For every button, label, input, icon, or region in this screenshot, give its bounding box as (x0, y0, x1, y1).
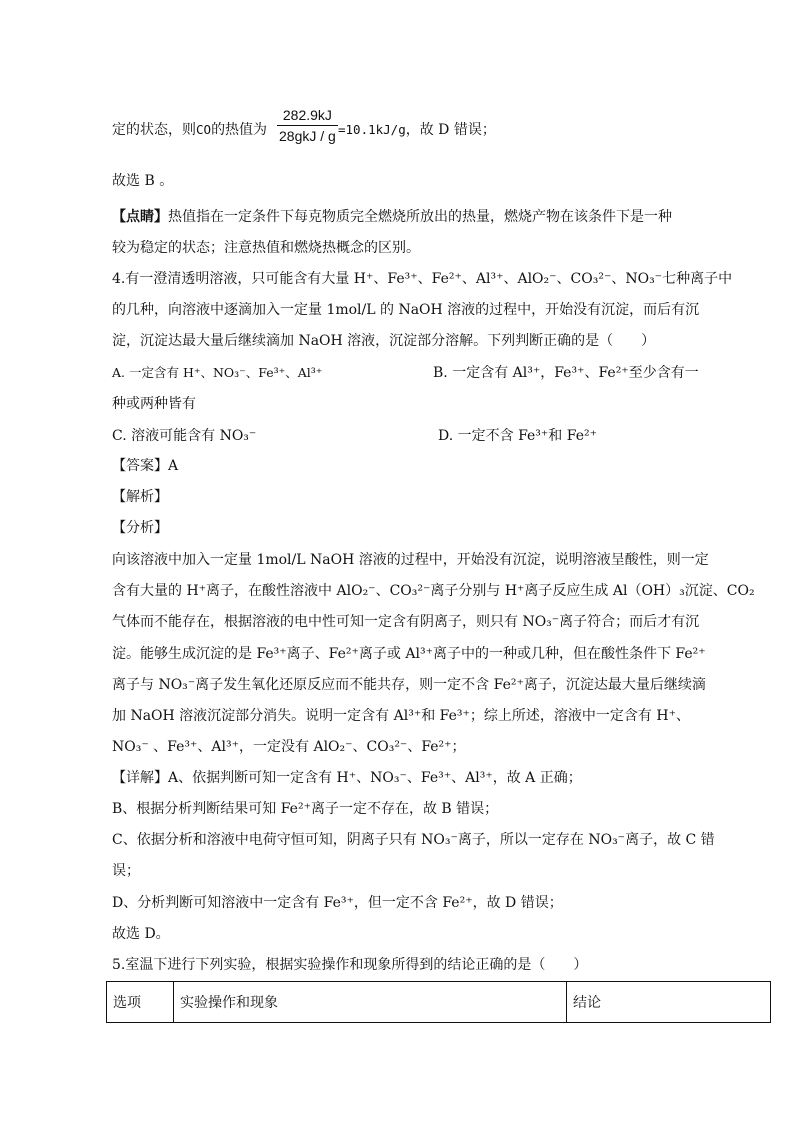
fraction-denominator: 28gkJ / g (279, 128, 336, 144)
point-text-1: 热值指在一定条件下每克物质完全燃烧所放出的热量，燃烧产物在该条件下是一种 (168, 209, 672, 225)
q4-option-d: D. 一定不含 Fe³⁺和 Fe²⁺ (438, 428, 597, 444)
q4-option-a: A. 一定含有 H⁺、NO₃⁻、Fe³⁺、Al³⁺ (112, 365, 323, 380)
q4-detail-3: C、依据分析和溶液中电荷守恒可知，阴离子只有 NO₃⁻离子，所以一定存在 NO₃⁻离子，故 C 错 (112, 832, 715, 848)
q4-option-b-2: 种或两种皆有 (112, 396, 196, 412)
q4-stem-3: 淀，沉淀达最大量后继续滴加 NaOH 溶液，沉淀部分溶解。下列判断正确的是（ ） (112, 333, 656, 349)
q4-detail-6: 故选 D。 (112, 926, 170, 942)
point-line-2: 较为稳定的状态；注意热值和燃烧热概念的区别。 (112, 240, 420, 256)
q4-detail-4: 误； (112, 863, 140, 879)
q4-analysis-tag: 【分析】 (112, 520, 168, 536)
q4-detail-1: 【详解】A、依据判断可知一定含有 H⁺、NO₃⁻、Fe³⁺、Al³⁺，故 A 正确； (112, 770, 582, 786)
intro-line (112, 120, 267, 140)
header-operation: 实验操作和现象 (174, 982, 567, 1023)
q4-analysis-4: 淀。能够生成沉淀的是 Fe³⁺离子、Fe²⁺离子或 Al³⁺离子中的一种或几种，但在酸性条件下 Fe²⁺ (112, 646, 706, 662)
q4-stem-2: 的几种，向溶液中逐滴加入一定量 1mol/L 的 NaOH 溶液的过程中，开始没有沉淀，而后有沉 (112, 302, 700, 318)
q4-analysis-1: 向该溶液中加入一定量 1mol/L NaOH 溶液的过程中，开始没有沉淀，说明溶液呈酸性，则一定 (112, 552, 709, 568)
intro-mid: 的热值为 (211, 122, 268, 138)
intro-suffix: ，故 D 错误； (405, 122, 496, 138)
q4-option-c: C. 溶液可能含有 NO₃⁻ (112, 428, 257, 444)
intro-prefix: 定的状态，则 (112, 122, 196, 138)
q4-stem-1: 4.有一澄清透明溶液，只可能含有大量 H⁺、Fe³⁺、Fe²⁺、Al³⁺、AlO₂⁻、CO₃²⁻、NO₃⁻七种离子中 (112, 271, 733, 287)
q4-detail-2: B、根据分析判断结果可知 Fe²⁺离子一定不存在，故 B 错误； (112, 801, 499, 817)
q4-option-b-1: B. 一定含有 Al³⁺，Fe³⁺、Fe²⁺至少含有一 (433, 365, 699, 381)
q4-analysis-2: 含有大量的 H⁺离子，在酸性溶液中 AlO₂⁻、CO₃²⁻离子分别与 H⁺离子反应生成 Al（OH）₃沉淀、CO₂ (112, 583, 755, 599)
header-conclusion: 结论 (567, 982, 771, 1023)
heat-value-fraction (277, 107, 338, 144)
q4-detail-5: D、分析判断可知溶液中一定含有 Fe³⁺，但一定不含 Fe²⁺，故 D 错误； (112, 895, 563, 911)
table-header-row (107, 982, 771, 1023)
q5-stem: 5.室温下进行下列实验，根据实验操作和现象所得到的结论正确的是（ ） (112, 957, 588, 973)
point-tag: 【点睛】 (112, 209, 168, 225)
intro-result-line (338, 120, 496, 140)
choose-b: 故选 B 。 (112, 173, 174, 189)
fraction-numerator: 282.9kJ (282, 107, 332, 123)
q5-table (106, 981, 771, 1023)
intro-result: =10.1kJ/g (338, 122, 406, 137)
intro-co: CO (196, 122, 212, 137)
q4-analysis-3: 气体而不能存在，根据溶液的电中性可知一定含有阴离子，则只有 NO₃⁻离子符合；而后才有沉 (112, 614, 700, 630)
q4-analysis-5: 离子与 NO₃⁻离子发生氧化还原反应而不能共存，则一定不含 Fe²⁺离子，沉淀达最大量后继续滴 (112, 677, 706, 693)
point-line-1 (112, 207, 672, 227)
q4-analysis-7: NO₃⁻ 、Fe³⁺、Al³⁺，一定没有 AlO₂⁻、CO₃²⁻、Fe²⁺； (112, 739, 466, 755)
q4-answer: 【答案】A (112, 458, 179, 474)
q4-analysis-6: 加 NaOH 溶液沉淀部分消失。说明一定含有 Al³⁺和 Fe³⁺；综上所述，溶液中一定含有 H⁺、 (112, 708, 690, 724)
q4-explain-tag: 【解析】 (112, 489, 168, 505)
header-option: 选项 (107, 982, 174, 1023)
fraction-bar (277, 125, 338, 126)
